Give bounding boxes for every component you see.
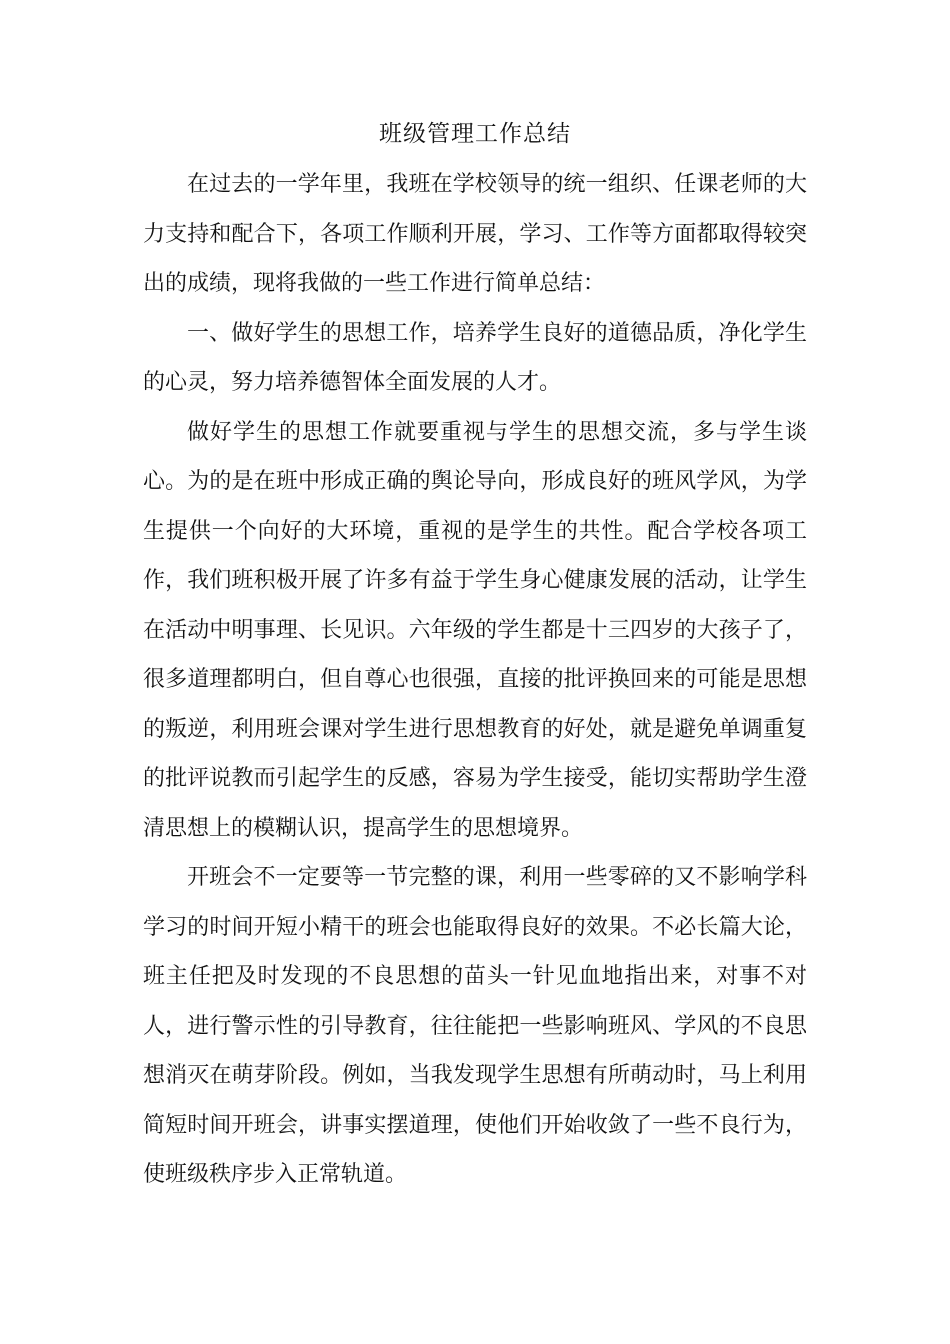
document-body [143,160,807,1200]
paragraph-thought-work: 做好学生的思想工作就要重视与学生的思想交流，多与学生谈心。为的是在班中形成正确的舆论导向，形成良好的班风学风，为学生提供一个向好的大环境，重视的是学生的共性。配合学校各项工作，我们班积极开展了许多有益于学生身心健康发展的活动，让学生在活动中明事理、长见识。六年级的学生都是十三四岁的大孩子了，很多道理都明白，但自尊心也很强，直接的批评换回来的可能是思想的叛逆，利用班会课对学生进行思想教育的好处，就是避免单调重复的批评说教而引起学生的反感，容易为学生接受，能切实帮助学生澄清思想上的模糊认识，提高学生的思想境界。 [143,419,807,841]
document-title: 班级管理工作总结 [379,121,571,147]
paragraph-section-one-heading: 一、做好学生的思想工作，培养学生良好的道德品质，净化学生的心灵，努力培养德智体全面发展的人才。 [143,320,807,395]
paragraph-intro: 在过去的一学年里，我班在学校领导的统一组织、任课老师的大力支持和配合下，各项工作顺利开展，学习、工作等方面都取得较突出的成绩，现将我做的一些工作进行简单总结： [143,172,807,296]
paragraph-class-meeting: 开班会不一定要等一节完整的课，利用一些零碎的又不影响学科学习的时间开短小精干的班会也能取得良好的效果。不必长篇大论，班主任把及时发现的不良思想的苗头一针见血地指出来，对事不对人，进行警示性的引导教育，往往能把一些影响班风、学风的不良思想消灭在萌芽阶段。例如，当我发现学生思想有所萌动时，马上利用简短时间开班会，讲事实摆道理，使他们开始收敛了一些不良行为，使班级秩序步入正常轨道。 [143,865,807,1187]
